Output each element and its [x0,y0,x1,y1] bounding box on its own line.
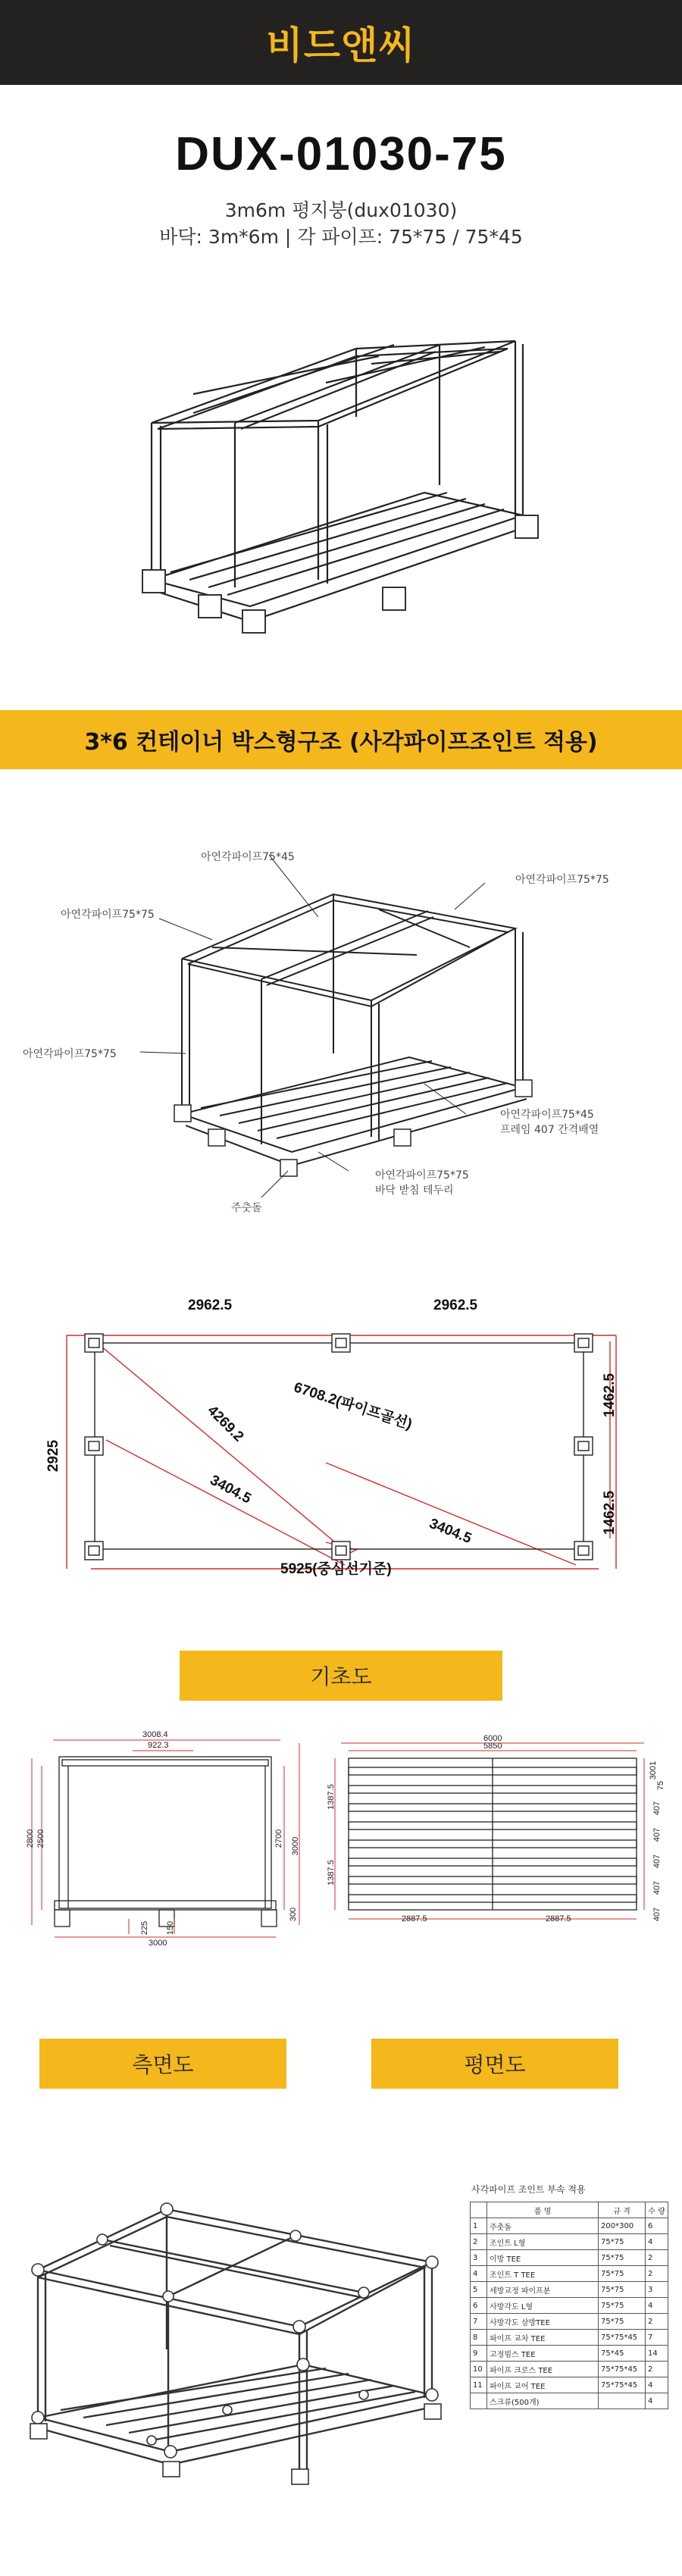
table-row [471,2234,668,2250]
table-cell: 2 [646,2314,668,2330]
table-cell: 2 [471,2234,487,2250]
joint-frame-drawing [0,2168,455,2546]
plan-dim-left-lower: 1387.5 [326,1860,336,1886]
table-row [471,2282,668,2298]
table-cell: 사방각도 L형 [487,2298,599,2314]
table-cell: 6 [646,2218,668,2234]
plan-dim-bottom-right: 2887.5 [546,1914,571,1923]
dim-left-height: 2925 [45,1439,62,1473]
table-cell: 조인트 T TEE [487,2266,599,2282]
table-row [471,2346,668,2362]
table-cell: 스크류(500개) [487,2393,599,2409]
table-cell: 75*75 [599,2250,646,2266]
table-cell: 파이프 교어 TEE [487,2377,599,2393]
section-banner: 3*6 컨테이너 박스형구조 (사각파이프조인트 적용) [0,710,682,769]
table-row [471,2218,668,2234]
table-cell: 2 [646,2362,668,2377]
anno-floor-rim: 바닥 받침 테두리 [375,1185,454,1197]
table-cell: 75*75 [599,2282,646,2298]
header-cell [471,2202,487,2218]
table-cell: 7 [646,2330,668,2346]
dim-diagonal-short: 4269.2 [204,1402,247,1445]
plan-view-drawing [326,1736,659,1933]
anno-pipe-75x75-left: 아연각파이프75*75 [61,909,155,921]
side-dim-bottom-total: 3000 [149,1939,167,1948]
table-cell: 1 [471,2218,487,2234]
side-dim-top-inner: 922.3 [148,1741,169,1750]
table-cell: 75*75*45 [599,2330,646,2346]
table-cell: 75*75 [599,2314,646,2330]
model-title: DUX-01030-75 [175,128,507,180]
product-subtitle: 3m6m 평지붕(dux01030) [224,199,458,221]
table-cell: 3 [471,2250,487,2266]
table-cell: 4 [646,2298,668,2314]
table-cell: 11 [471,2377,487,2393]
plan-dim-right-f: 407 [652,1880,662,1895]
table-row [471,2330,668,2346]
table-cell: 10 [471,2362,487,2377]
table-cell: 14 [646,2346,668,2362]
table-cell: 2 [646,2250,668,2266]
plan-dim-right-b: 75 [656,1780,666,1791]
anno-pipe-75x75-post: 아연각파이프75*75 [23,1048,117,1060]
side-view-label: 측면도 [39,2039,286,2089]
table-row [471,2362,668,2377]
plan-dim-left-upper: 1387.5 [326,1784,336,1810]
dim-diagonal-full: 6708.2(파이프골선) [292,1379,415,1433]
table-row [471,2298,668,2314]
anno-pipe-75x45-top: 아연각파이프75*45 [201,851,295,863]
anno-frame-spacing: 프레임 407 간격배열 [500,1124,599,1136]
side-dim-left-inner: 2500 [36,1829,46,1848]
header-cell: 품 명 [487,2202,599,2218]
side-dim-right-outer: 3000 [291,1836,301,1856]
plan-dim-top-inner: 5850 [483,1742,502,1751]
table-cell: 75*75 [599,2266,646,2282]
table-cell: 75*75*45 [599,2377,646,2393]
anno-pipe-75x75-floor: 아연각파이프75*75 [375,1169,469,1182]
parts-table [470,2202,668,2409]
table-cell: 이방 TEE [487,2250,599,2266]
foundation-plan [0,1296,682,1584]
table-row [471,2266,668,2282]
table-cell: 파이프 크로스 TEE [487,2362,599,2377]
table-cell: 4 [646,2234,668,2250]
table-row [471,2377,668,2393]
plan-dim-right-c: 407 [652,1801,662,1816]
table-cell: 주춧돌 [487,2218,599,2234]
foundation-label: 기초도 [180,1651,502,1701]
plan-dim-right-g: 407 [652,1907,662,1922]
table-cell [599,2393,646,2409]
anno-pipe-75x75-top: 아연각파이프75*75 [515,874,609,886]
side-dim-left-outer: 2800 [26,1829,36,1848]
table-cell: 2 [646,2266,668,2282]
table-cell: 75*75 [599,2234,646,2250]
table-cell: 4 [646,2377,668,2393]
dim-top-right: 2962.5 [433,1297,478,1313]
table-cell: 75*75*45 [599,2362,646,2377]
table-cell: 9 [471,2346,487,2362]
side-dim-bottom-a: 225 [140,1920,150,1936]
plan-dim-right-e: 407 [652,1854,662,1869]
table-cell: 파이프 교차 TEE [487,2330,599,2346]
brand-logo[interactable]: 비드앤씨 [266,23,416,67]
plan-view-label: 평면도 [371,2039,618,2089]
table-cell: 75*75 [599,2298,646,2314]
table-cell: 사방각도 삼방TEE [487,2314,599,2330]
dim-top-left: 2962.5 [188,1297,233,1313]
table-cell: 200*300 [599,2218,646,2234]
side-dim-right-inner: 2700 [274,1829,284,1848]
table-cell: 75*45 [599,2346,646,2362]
parts-table-header [471,2202,668,2218]
side-dim-top-outer: 3008.4 [142,1730,168,1739]
table-row [471,2314,668,2330]
table-row [471,2393,668,2409]
dim-right-upper: 1462.5 [602,1373,618,1418]
side-dim-bottom-b: 150 [166,1920,176,1936]
frame-isometric-main [0,288,682,712]
table-cell: 8 [471,2330,487,2346]
table-cell: 조인트 L형 [487,2234,599,2250]
plan-dim-top-outer: 6000 [483,1734,502,1743]
table-row [471,2250,668,2266]
header-cell: 규 격 [599,2202,646,2218]
dim-mid-left: 3404.5 [207,1472,254,1507]
anno-foundation-stone: 주춧돌 [231,1202,262,1214]
plan-dim-right-d: 407 [652,1827,662,1842]
plan-dim-bottom-left: 2887.5 [402,1914,427,1923]
table-cell: 3 [646,2282,668,2298]
table-cell: 고정빔스 TEE [487,2346,599,2362]
parts-table-title: 사각파이프 조인트 부속 적용 [471,2184,586,2195]
site-header [0,0,682,85]
table-cell: 4 [471,2266,487,2282]
side-dim-right-base: 300 [289,1907,299,1922]
table-cell: 5 [471,2282,487,2298]
header-cell: 수 량 [646,2202,668,2218]
product-spec: 바닥: 3m*6m | 각 파이프: 75*75 / 75*45 [159,226,523,248]
table-cell: 6 [471,2298,487,2314]
dim-right-lower: 1462.5 [602,1490,618,1535]
plan-dim-right-a: 3001 [649,1761,659,1780]
table-cell [471,2393,487,2409]
dim-mid-right: 3404.5 [427,1515,474,1548]
dim-bottom: 5925(중심선기준) [280,1561,392,1577]
table-cell: 7 [471,2314,487,2330]
table-cell: 4 [646,2393,668,2409]
table-cell: 세방교정 파이프분 [487,2282,599,2298]
anno-pipe-75x45-frame: 아연각파이프75*45 [500,1109,594,1121]
